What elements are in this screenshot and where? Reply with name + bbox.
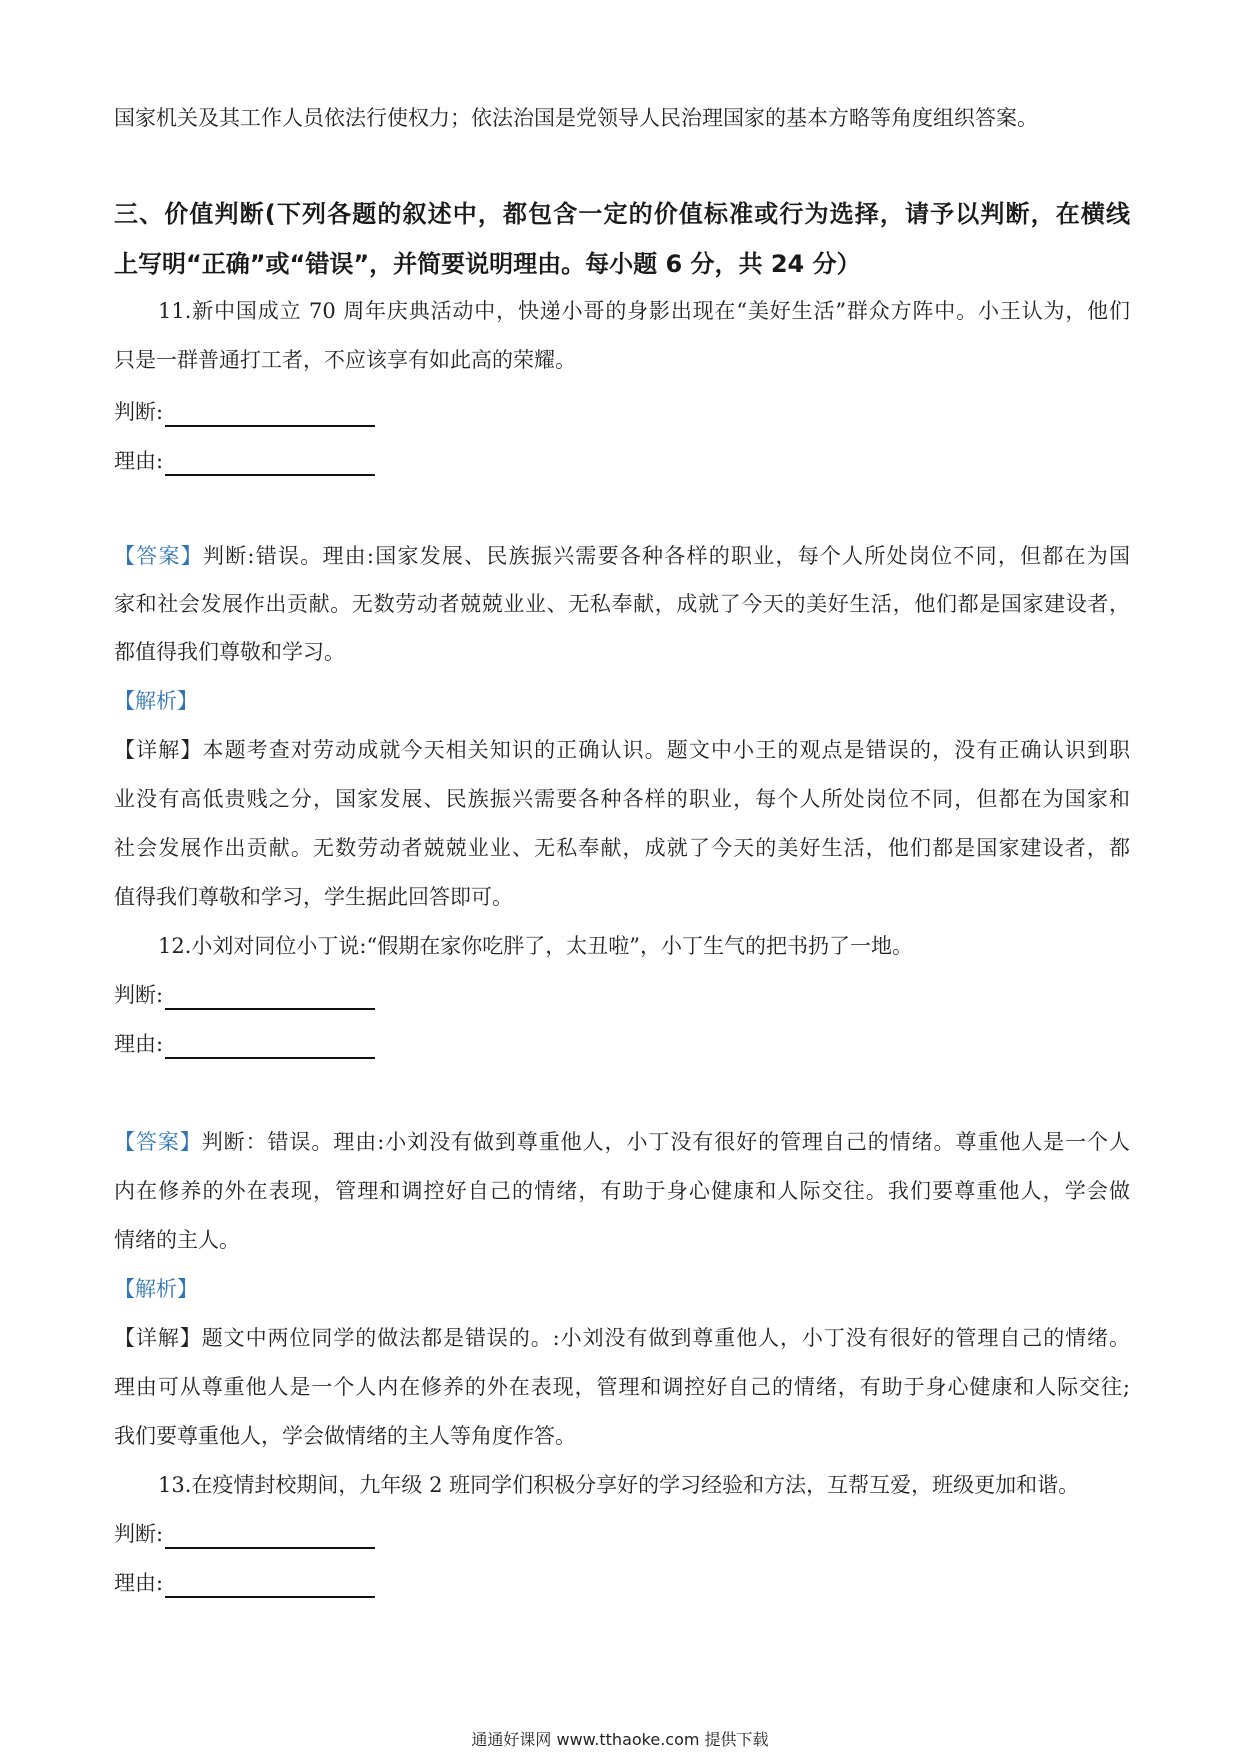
question-11-answer-line-1 [114,541,1130,571]
question-12-answer-line-1 [114,1127,1130,1157]
question-12-reason-row [114,1029,1130,1059]
detail-text: 本题考查对劳动成就今天相关知识的正确认识。题文中小王的观点是错误的，没有正确认识到职 [202,738,1131,762]
question-11-reason-row [114,446,1130,476]
question-11-detail-line-1 [114,735,1130,765]
question-13-text-line-1: 13.在疫情封校期间，九年级 2 班同学们积极分享好的学习经验和方法，互帮互爱，班级更加和谐。 [158,1473,1080,1497]
continuation-text: 国家机关及其工作人员依法行使权力；依法治国是党领导人民治理国家的基本方略等角度组织答案。 [114,106,1038,130]
section-heading-line-1: 三、价值判断(下列各题的叙述中，都包含一定的价值标准或行为选择，请予以判断，在横线 [114,200,1130,228]
reason-answer-blank [165,1035,375,1059]
detail-tag: 【详解】 [114,1326,202,1350]
judge-label: 判断: [114,1522,164,1546]
question-11-analysis-tag [114,686,1130,716]
reason-answer-blank [165,1574,375,1598]
judge-answer-blank [165,403,375,427]
judge-answer-blank [165,986,375,1010]
answer-text: 判断:错误。理由:国家发展、民族振兴需要各种各样的职业，每个人所处岗位不同，但都在为国 [202,544,1131,568]
detail-tag: 【详解】 [114,738,203,762]
question-11-detail-line-2: 业没有高低贵贱之分，国家发展、民族振兴需要各种各样的职业，每个人所处岗位不同，但都在为国家和 [114,787,1130,811]
answer-tag: 【答案】 [114,1130,202,1154]
question-12-analysis-tag [114,1274,1130,1304]
detail-text: 题文中两位同学的做法都是错误的。:小刘没有做到尊重他人，小丁没有很好的管理自己的情绪。 [201,1326,1130,1350]
judge-label: 判断: [114,983,164,1007]
question-11-detail-line-3: 社会发展作出贡献。无数劳动者兢兢业业、无私奉献，成就了今天的美好生活，他们都是国家建设者，都 [114,836,1130,860]
question-13-judge-row [114,1519,1130,1549]
page-footer: 通通好课网 www.tthaoke.com 提供下载 [471,1730,769,1749]
answer-text: 判断：错误。理由:小刘没有做到尊重他人，小丁没有很好的管理自己的情绪。尊重他人是一个人 [201,1130,1130,1154]
question-12-detail-line-3: 我们要尊重他人，学会做情绪的主人等角度作答。 [114,1424,576,1448]
question-12-detail-line-2: 理由可从尊重他人是一个人内在修养的外在表现，管理和调控好自己的情绪，有助于身心健康和人际交往; [114,1375,1130,1399]
answer-tag: 【答案】 [114,544,203,568]
reason-label: 理由: [114,449,164,473]
question-13-reason-row [114,1568,1130,1598]
section-heading-line-2: 上写明“正确”或“错误”，并简要说明理由。每小题 6 分，共 24 分） [114,250,861,278]
judge-answer-blank [165,1525,375,1549]
judge-label: 判断: [114,400,164,424]
question-12-answer-line-2: 内在修养的外在表现，管理和调控好自己的情绪，有助于身心健康和人际交往。我们要尊重他人，学会做 [114,1179,1130,1203]
question-11-answer-line-3: 都值得我们尊敬和学习。 [114,640,345,664]
analysis-tag: 【解析】 [114,1277,198,1301]
question-11-detail-line-4: 值得我们尊敬和学习，学生据此回答即可。 [114,885,513,909]
reason-answer-blank [165,452,375,476]
question-12-text-line-1: 12.小刘对同位小丁说:“假期在家你吃胖了，太丑啦”，小丁生气的把书扔了一地。 [158,934,913,958]
question-12-answer-line-3: 情绪的主人。 [114,1228,240,1252]
question-11-text-line-1: 11.新中国成立 70 周年庆典活动中，快递小哥的身影出现在“美好生活”群众方阵中。小王认为，他们 [158,299,1130,323]
question-11-judge-row [114,397,1130,427]
reason-label: 理由: [114,1032,164,1056]
reason-label: 理由: [114,1571,164,1595]
analysis-tag: 【解析】 [114,689,198,713]
question-12-detail-line-1 [114,1323,1130,1353]
question-12-judge-row [114,980,1130,1010]
question-11-answer-line-2: 家和社会发展作出贡献。无数劳动者兢兢业业、无私奉献，成就了今天的美好生活，他们都是国家建设者， [114,592,1130,616]
question-11-text-line-2: 只是一群普通打工者，不应该享有如此高的荣耀。 [114,348,576,372]
